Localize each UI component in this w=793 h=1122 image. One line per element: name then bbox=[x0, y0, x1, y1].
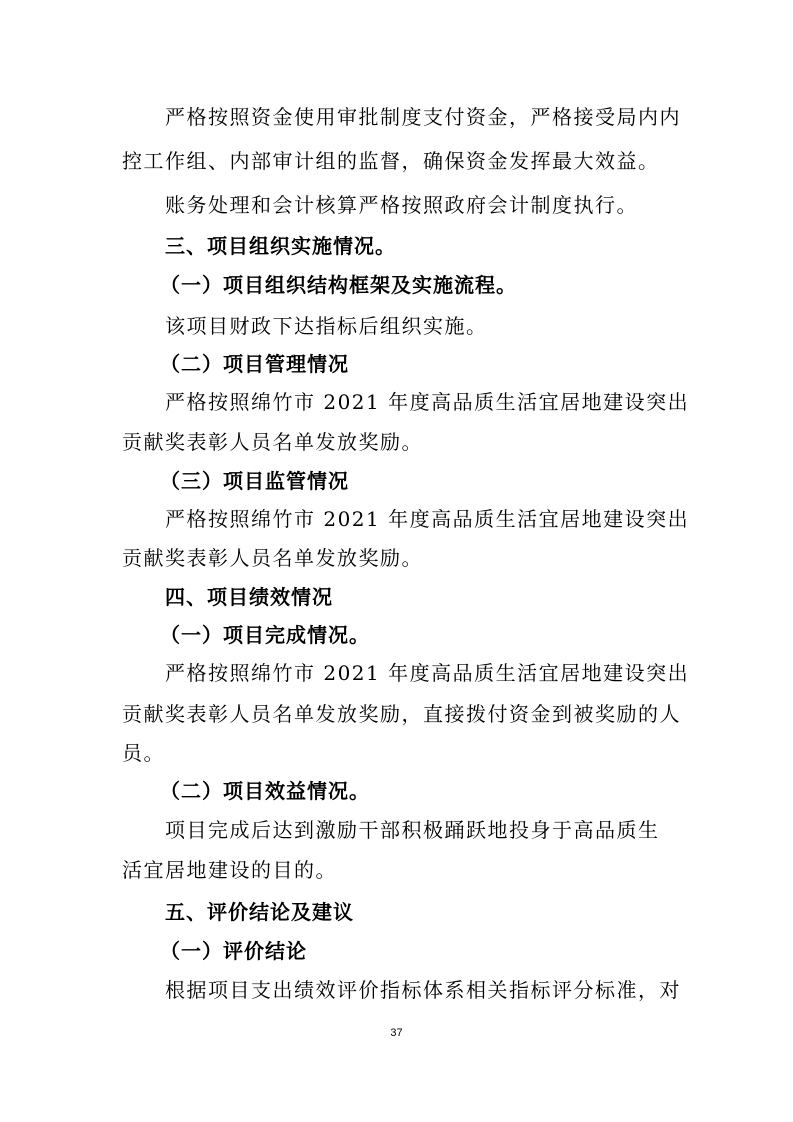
paragraph-line: 贡献奖表彰人员名单发放奖励，直接拨付资金到被奖励的人 bbox=[122, 702, 681, 726]
paragraph-line: 活宜居地建设的目的。 bbox=[122, 858, 337, 882]
paragraph-line: 贡献奖表彰人员名单发放奖励。 bbox=[122, 430, 423, 454]
paragraph-line: 项目完成后达到激励干部积极踊跃地投身于高品质生 bbox=[165, 818, 660, 842]
subsection-heading: （二）项目管理情况 bbox=[160, 352, 349, 376]
paragraph-line: 根据项目支出绩效评价指标体系相关指标评分标准，对 bbox=[165, 978, 681, 1002]
subsection-heading: （一）项目组织结构框架及实施流程。 bbox=[160, 273, 517, 297]
subsection-heading: （三）项目监管情况 bbox=[160, 469, 349, 493]
paragraph-line: 严格按照绵竹市 2021 年度高品质生活宜居地建设突出 bbox=[165, 390, 690, 414]
paragraph-line: 控工作组、内部审计组的监督，确保资金发挥最大效益。 bbox=[122, 149, 660, 173]
paragraph-line: 贡献奖表彰人员名单发放奖励。 bbox=[122, 546, 423, 570]
paragraph-line: 严格按照绵竹市 2021 年度高品质生活宜居地建设突出 bbox=[165, 507, 690, 531]
section-heading: 五、评价结论及建议 bbox=[165, 900, 354, 924]
subsection-heading: （一）项目完成情况。 bbox=[160, 623, 370, 647]
paragraph-line: 该项目财政下达指标后组织实施。 bbox=[165, 314, 488, 338]
paragraph-line: 账务处理和会计核算严格按照政府会计制度执行。 bbox=[165, 193, 638, 217]
section-heading: 四、项目绩效情况 bbox=[165, 585, 333, 609]
subsection-heading: （二）项目效益情况。 bbox=[160, 779, 370, 803]
paragraph-line: 员。 bbox=[122, 741, 165, 765]
subsection-heading: （一）评价结论 bbox=[160, 939, 307, 963]
paragraph-line: 严格按照资金使用审批制度支付资金，严格接受局内内 bbox=[165, 105, 681, 129]
page-number: 37 bbox=[390, 1027, 403, 1039]
paragraph-line: 严格按照绵竹市 2021 年度高品质生活宜居地建设突出 bbox=[165, 661, 690, 685]
section-heading: 三、项目组织实施情况。 bbox=[165, 234, 396, 258]
